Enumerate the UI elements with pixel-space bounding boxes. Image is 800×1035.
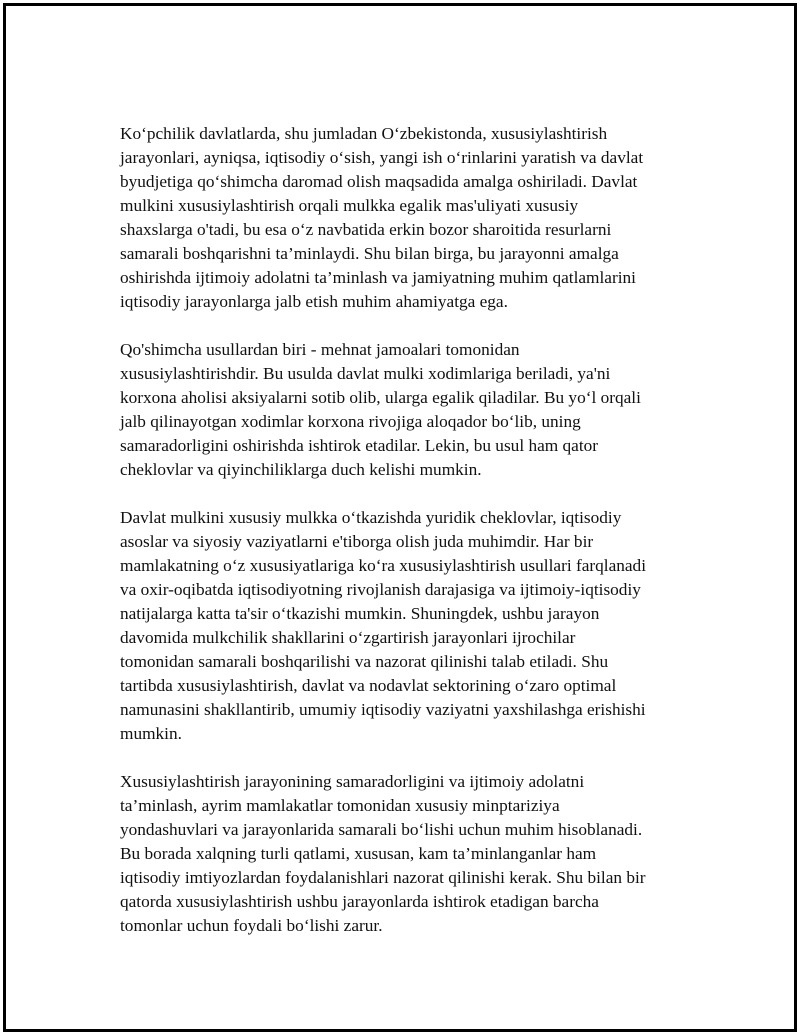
text-line: davomida mulkchilik shakllarini o‘zgartirish jarayonlari ijrochilar	[120, 628, 576, 647]
text-line: qatorda xususiylashtirish ushbu jarayonlarda ishtirok etadigan barcha	[120, 892, 599, 911]
text-line: jarayonlari, ayniqsa, iqtisodiy o‘sish, yangi ish o‘rinlarini yaratish va davlat	[120, 148, 644, 167]
text-line: oshirishda ijtimoiy adolatni ta’minlash va jamiyatning muhim qatlamlarini	[120, 268, 636, 287]
text-line: tomonidan samarali boshqarilishi va nazorat qilinishi talab etiladi. Shu	[120, 652, 609, 671]
text-line: samaradorligini oshirishda ishtirok etadilar. Lekin, bu usul ham qator	[120, 436, 599, 455]
text-line: mamlakatning o‘z xususiyatlariga ko‘ra xususiylashtirish usullari farqlanadi	[120, 556, 646, 575]
text-line: byudjetiga qo‘shimcha daromad olish maqsadida amalga oshiriladi. Davlat	[120, 172, 638, 191]
text-line: mumkin.	[120, 724, 182, 743]
text-line: Ko‘pchilik davlatlarda, shu jumladan O‘zbekistonda, xususiylashtirish	[120, 124, 608, 143]
text-line: korxona aholisi aksiyalarni sotib olib, ularga egalik qiladilar. Bu yo‘l orqali	[120, 388, 641, 407]
text-line: xususiylashtirishdir. Bu usulda davlat mulki xodimlariga beriladi, ya'ni	[120, 364, 611, 383]
text-line: iqtisodiy imtiyozlardan foydalanishlari nazorat qilinishi kerak. Shu bilan bir	[120, 868, 646, 887]
text-line: va oxir-oqibatda iqtisodiyotning rivojlanish darajasiga va ijtimoiy-iqtisodiy	[120, 580, 641, 599]
paragraph-3	[120, 506, 695, 746]
text-line: Xususiylashtirish jarayonining samaradorligini va ijtimoiy adolatni	[120, 772, 585, 791]
text-line: ta’minlash, ayrim mamlakatlar tomonidan xususiy minptariziya	[120, 796, 560, 815]
text-line: Davlat mulkini xususiy mulkka o‘tkazishda yuridik cheklovlar, iqtisodiy	[120, 508, 622, 527]
text-line: shaxslarga o'tadi, bu esa o‘z navbatida erkin bozor sharoitida resurlarni	[120, 220, 612, 239]
paragraph-1	[120, 122, 695, 314]
paragraph-4	[120, 770, 695, 938]
text-line: tartibda xususiylashtirish, davlat va nodavlat sektorining o‘zaro optimal	[120, 676, 617, 695]
text-line: yondashuvlari va jarayonlarida samarali bo‘lishi uchun muhim hisoblanadi.	[120, 820, 643, 839]
text-line: Bu borada xalqning turli qatlami, xususan, kam ta’minlanganlar ham	[120, 844, 597, 863]
text-line: jalb qilinayotgan xodimlar korxona rivojiga aloqador bo‘lib, uning	[120, 412, 581, 431]
text-line: cheklovlar va qiyinchiliklarga duch kelishi mumkin.	[120, 460, 482, 479]
text-line: iqtisodiy jarayonlarga jalb etish muhim ahamiyatga ega.	[120, 292, 508, 311]
text-line: tomonlar uchun foydali bo‘lishi zarur.	[120, 916, 383, 935]
text-line: namunasini shakllantirib, umumiy iqtisodiy vaziyatni yaxshilashga erishishi	[120, 700, 646, 719]
text-line: samarali boshqarishni ta’minlaydi. Shu bilan birga, bu jarayonni amalga	[120, 244, 619, 263]
document-body	[120, 122, 695, 962]
text-line: mulkini xususiylashtirish orqali mulkka egalik mas'uliyati xususiy	[120, 196, 579, 215]
text-line: Qo'shimcha usullardan biri - mehnat jamoalari tomonidan	[120, 340, 520, 359]
paragraph-2	[120, 338, 695, 482]
text-line: natijalarga katta ta'sir o‘tkazishi mumkin. Shuningdek, ushbu jarayon	[120, 604, 600, 623]
page-frame	[3, 3, 797, 1032]
text-line: asoslar va siyosiy vaziyatlarni e'tiborga olish juda muhimdir. Har bir	[120, 532, 594, 551]
